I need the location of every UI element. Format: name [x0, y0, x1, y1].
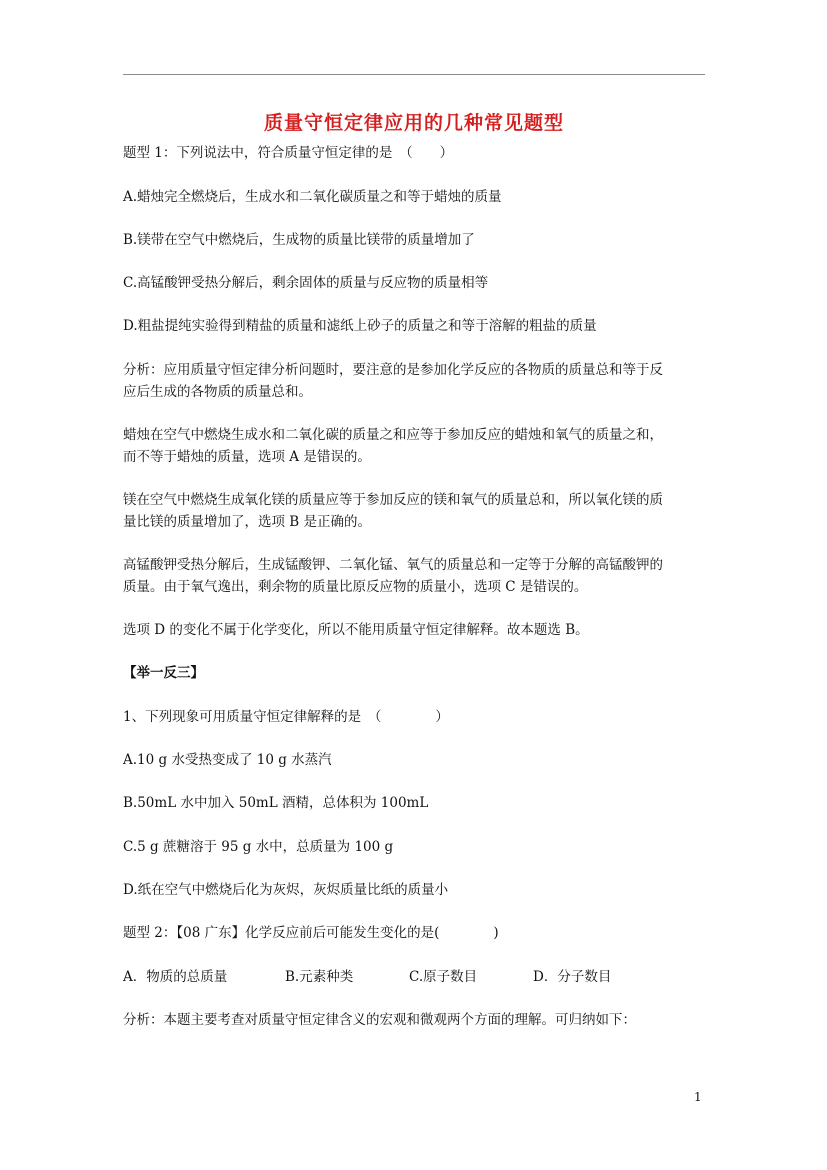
practice-option-c: C.5 g 蔗糖溶于 95 g 水中，总质量为 100 g — [123, 839, 394, 855]
question-2-option-b: B.元素种类 — [285, 969, 354, 985]
question-1-option-c: C.高锰酸钾受热分解后，剩余固体的质量与反应物的质量相等 — [123, 275, 489, 291]
analysis-1-paragraph-5: 选项 D 的变化不属于化学变化，所以不能用质量守恒定律解释。故本题选 B。 — [123, 622, 589, 638]
question-2-option-c: C.原子数目 — [409, 969, 478, 985]
analysis-1-paragraph-4-line-2: 质量。由于氧气逸出，剩余物的质量比原反应物的质量小，选项 C 是错误的。 — [123, 579, 588, 595]
question-2-analysis: 分析：本题主要考查对质量守恒定律含义的宏观和微观两个方面的理解。可归纳如下： — [123, 1012, 636, 1028]
document-title: 质量守恒定律应用的几种常见题型 — [263, 112, 564, 134]
question-2-option-d: D．分子数目 — [533, 969, 612, 985]
question-2-options — [123, 966, 611, 988]
page-number: 1 — [694, 1090, 702, 1104]
analysis-1-paragraph-1-line-1: 分析：应用质量守恒定律分析问题时，要注意的是参加化学反应的各物质的质量总和等于反 — [123, 362, 663, 378]
practice-question-stem: 1、下列现象可用质量守恒定律解释的是 （ ） — [123, 709, 449, 725]
question-2-option-a: A．物质的总质量 — [123, 969, 228, 985]
question-1-option-a: A.蜡烛完全燃烧后，生成水和二氧化碳质量之和等于蜡烛的质量 — [123, 189, 502, 205]
analysis-1-paragraph-3-line-2: 量比镁的质量增加了，选项 B 是正确的。 — [123, 514, 372, 530]
analysis-1-paragraph-1-line-2: 应后生成的各物质的质量总和。 — [123, 384, 312, 400]
analysis-1-paragraph-2-line-2: 而不等于蜡烛的质量，选项 A 是错误的。 — [123, 449, 371, 465]
question-2-stem: 题型 2：【08 广东】化学反应前后可能发生变化的是( ) — [123, 925, 499, 941]
question-1-option-b: B.镁带在空气中燃烧后，生成物的质量比镁带的质量增加了 — [123, 232, 475, 248]
question-1-option-d: D.粗盐提纯实验得到精盐的质量和滤纸上砂子的质量之和等于溶解的粗盐的质量 — [123, 318, 597, 334]
practice-option-b: B.50mL 水中加入 50mL 酒精，总体积为 100mL — [123, 795, 429, 811]
header-rule — [123, 74, 705, 75]
practice-option-d: D.纸在空气中燃烧后化为灰烬，灰烬质量比纸的质量小 — [123, 882, 449, 898]
question-1-stem: 题型 1：下列说法中，符合质量守恒定律的是 （ ） — [123, 145, 454, 161]
analysis-1-paragraph-2-line-1: 蜡烛在空气中燃烧生成水和二氧化碳的质量之和应等于参加反应的蜡烛和氧气的质量之和， — [123, 427, 663, 443]
analysis-1-paragraph-4-line-1: 高锰酸钾受热分解后，生成锰酸钾、二氧化锰、氧气的质量总和一定等于分解的高锰酸钾的 — [123, 557, 663, 573]
practice-heading: 【举一反三】 — [123, 665, 204, 681]
practice-option-a: A.10 g 水受热变成了 10 g 水蒸汽 — [123, 752, 332, 768]
analysis-1-paragraph-3-line-1: 镁在空气中燃烧生成氧化镁的质量应等于参加反应的镁和氧气的质量总和，所以氧化镁的质 — [123, 492, 663, 508]
